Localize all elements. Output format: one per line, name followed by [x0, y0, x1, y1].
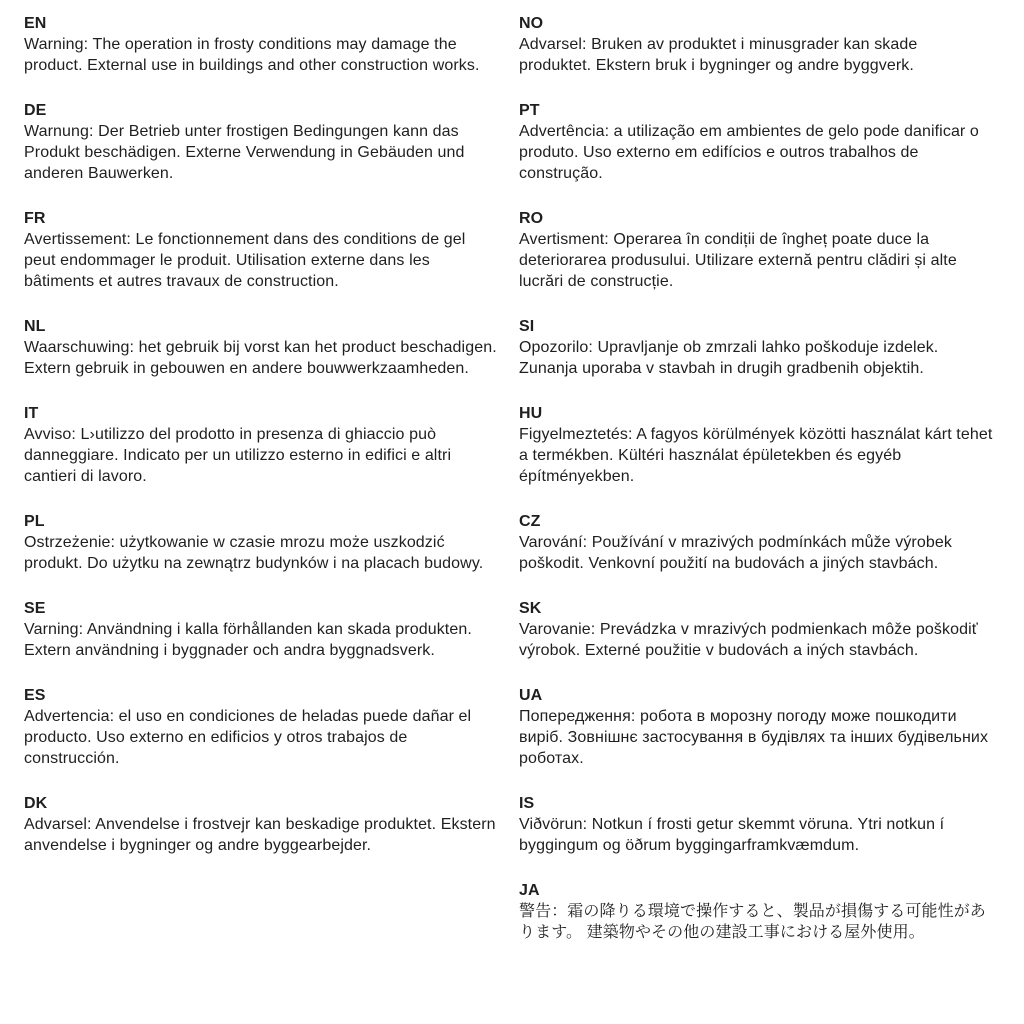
column-right — [519, 13, 994, 967]
warning-text: Waarschuwing: het gebruik bij vorst kan het product beschadigen. Extern gebruik in gebouwen en andere bouwwerkzaamheden. — [24, 339, 497, 377]
warning-text: Advertência: a utilização em ambientes de gelo pode danificar o produto. Uso externo em edifícios e outros trabalhos de construção. — [519, 123, 979, 182]
language-code-label: ES — [24, 687, 46, 704]
language-code-label: PL — [24, 513, 45, 530]
warning-section — [24, 403, 499, 487]
warning-section — [519, 403, 994, 487]
language-code-label: CZ — [519, 513, 541, 530]
language-code-label: SI — [519, 318, 535, 335]
warning-section — [24, 793, 499, 856]
warning-section — [519, 880, 994, 943]
language-code-label: NL — [24, 318, 46, 335]
language-code-label: JA — [519, 882, 540, 899]
language-code-label: UA — [519, 687, 543, 704]
language-code-label: NO — [519, 15, 544, 32]
language-code-label: PT — [519, 102, 540, 119]
warning-section — [519, 511, 994, 574]
warning-section — [519, 793, 994, 856]
language-code-label: DE — [24, 102, 47, 119]
warning-section — [24, 316, 499, 379]
warning-text: Avviso: L›utilizzo del prodotto in presenza di ghiaccio può danneggiare. Indicato per un utilizzo esterno in edifici e altri cantieri di lavoro. — [24, 426, 452, 485]
warning-text: Varovanie: Prevádzka v mrazivých podmienkach môže poškodiť výrobok. Externé použitie v budovách a iných stavbách. — [519, 621, 978, 659]
warning-text: Advarsel: Bruken av produktet i minusgrader kan skade produktet. Ekstern bruk i bygninger og andre byggverk. — [519, 36, 918, 74]
warning-text: Avertissement: Le fonctionnement dans des conditions de gel peut endommager le produit. Utilisation externe dans les bâtiments et autres travaux de construction. — [24, 231, 466, 290]
warning-text: Figyelmeztetés: A fagyos körülmények közötti használat kárt tehet a termékben. Kültéri használat épületekben és egyéb építményekben. — [519, 426, 993, 485]
warning-text: 警告：霜の降りる環境で操作すると、製品が損傷する可能性があります。 建築物やその他の建設工事における屋外使用。 — [519, 903, 986, 941]
language-code-label: RO — [519, 210, 544, 227]
language-code-label: SE — [24, 600, 46, 617]
warning-text: Ostrzeżenie: użytkowanie w czasie mrozu może uszkodzić produkt. Do użytku na zewnątrz budynków i na placach budowy. — [24, 534, 484, 572]
warning-section — [24, 685, 499, 769]
language-code-label: SK — [519, 600, 542, 617]
warning-section — [519, 685, 994, 769]
warning-section — [519, 13, 994, 76]
warning-text: Попередження: робота в морозну погоду може пошкодити виріб. Зовнішнє застосування в будівлях та інших будівельних роботах. — [519, 708, 989, 767]
warning-section — [24, 511, 499, 574]
warning-section — [24, 598, 499, 661]
language-code-label: IT — [24, 405, 39, 422]
warning-text: Avertisment: Operarea în condiții de îngheț poate duce la deteriorarea produsului. Utilizare externă pentru clădiri și alte lucrări de construcție. — [519, 231, 957, 290]
language-code-label: IS — [519, 795, 535, 812]
warning-section — [519, 598, 994, 661]
language-code-label: FR — [24, 210, 46, 227]
warning-text: Warnung: Der Betrieb unter frostigen Bedingungen kann das Produkt beschädigen. Externe Verwendung in Gebäuden und anderen Bauwerken. — [24, 123, 465, 182]
warning-section — [519, 100, 994, 184]
language-code-label: HU — [519, 405, 543, 422]
warning-section — [24, 100, 499, 184]
language-code-label: EN — [24, 15, 47, 32]
warning-text: Warning: The operation in frosty conditions may damage the product. External use in buildings and other construction works. — [24, 36, 480, 74]
warning-section — [24, 208, 499, 292]
warning-text: Advertencia: el uso en condiciones de heladas puede dañar el producto. Uso externo en edificios y otros trabajos de construcción. — [24, 708, 472, 767]
column-left — [24, 13, 499, 880]
warning-text: Viðvörun: Notkun í frosti getur skemmt vöruna. Ytri notkun í byggingum og öðrum byggingarframkvæmdum. — [519, 816, 945, 854]
warning-text: Varning: Användning i kalla förhållanden kan skada produkten. Extern användning i byggnader och andra byggnadsverk. — [24, 621, 472, 659]
warning-text: Advarsel: Anvendelse i frostvejr kan beskadige produktet. Ekstern anvendelse i bygninger og andre byggearbejder. — [24, 816, 496, 854]
warning-section — [519, 208, 994, 292]
warning-text: Opozorilo: Upravljanje ob zmrzali lahko poškoduje izdelek. Zunanja uporaba v stavbah in drugih gradbenih objektih. — [519, 339, 939, 377]
language-code-label: DK — [24, 795, 48, 812]
warning-section — [519, 316, 994, 379]
warning-text: Varování: Používání v mrazivých podmínkách může výrobek poškodit. Venkovní použití na budovách a jiných stavbách. — [519, 534, 952, 572]
warning-section — [24, 13, 499, 76]
